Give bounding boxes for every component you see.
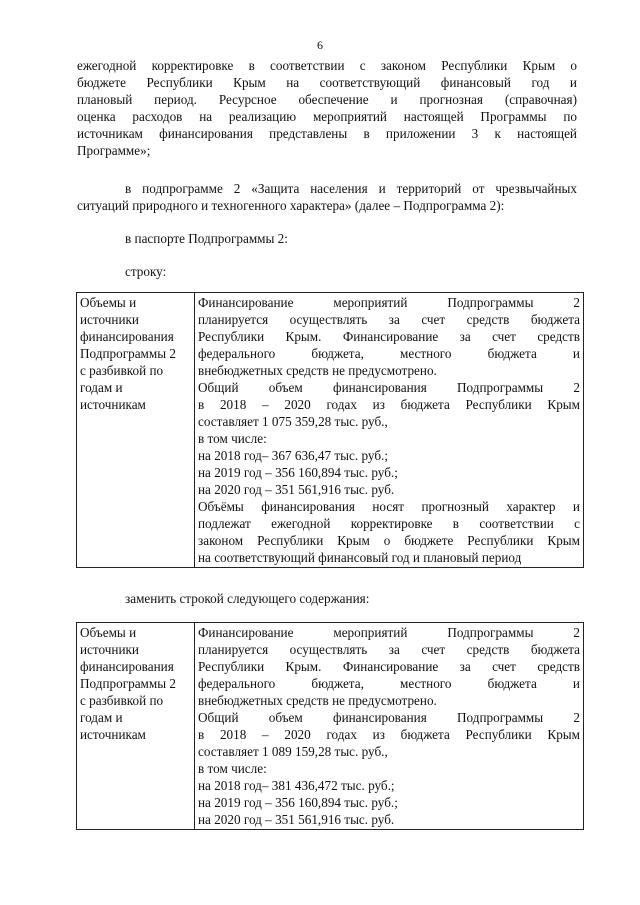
subprogram-paragraph (77, 180, 577, 214)
intro-paragraph (77, 57, 577, 159)
left-cell-line: годам и (80, 710, 123, 725)
right-cell (195, 293, 584, 568)
right-cell-line: в 2018 – 2020 годах из бюджета Республики Крым (198, 727, 580, 742)
left-cell-line: Подпрограммы 2 (80, 346, 176, 361)
left-cell-line: годам и (80, 380, 123, 395)
left-cell (77, 293, 195, 568)
left-cell-line: с разбивкой по (80, 363, 164, 378)
replace-label: заменить строкой следующего содержания: (125, 591, 370, 606)
passport-table-new (76, 622, 584, 830)
right-cell-line: внебюджетных средств не предусмотрено. (198, 363, 437, 378)
right-cell-line: планируется осуществлять за счет средств бюджета (198, 312, 580, 327)
subprogram-line: в подпрограмме 2 «Защита населения и территорий от чрезвычайных (125, 181, 577, 196)
intro-line: оценка расходов на реализацию мероприятий настоящей Программы по (77, 109, 577, 124)
right-cell-line: Объёмы финансирования носят прогнозный характер и (198, 499, 580, 514)
left-cell-line: источникам (80, 727, 146, 742)
right-cell-line: федерального бюджета, местного бюджета и (198, 676, 580, 691)
intro-line: плановый период. Ресурсное обеспечение и прогнозная (справочная) (77, 92, 577, 107)
subprogram-line: ситуаций природного и техногенного характера» (далее – Подпрограмма 2): (77, 198, 505, 213)
right-cell-line: на 2020 год – 351 561,916 тыс. руб. (198, 812, 395, 827)
right-cell-line: Республики Крым. Финансирование за счет средств (198, 329, 580, 344)
right-cell-line: на 2018 год– 381 436,472 тыс. руб.; (198, 778, 395, 793)
left-cell-line: Подпрограммы 2 (80, 676, 176, 691)
right-cell-line: на 2019 год – 356 160,894 тыс. руб.; (198, 465, 398, 480)
table-row (77, 623, 584, 830)
intro-line: источникам финансирования представлены в приложении 3 к настоящей (77, 126, 577, 141)
right-cell-line: Республики Крым. Финансирование за счет средств (198, 659, 580, 674)
left-cell-line: финансирования (80, 329, 174, 344)
right-cell-line: на соответствующий финансовый год и плановый период (198, 550, 522, 565)
right-cell (195, 623, 584, 830)
right-cell-line: в том числе: (198, 431, 267, 446)
right-cell-line: планируется осуществлять за счет средств бюджета (198, 642, 580, 657)
right-cell-line: на 2019 год – 356 160,894 тыс. руб.; (198, 795, 398, 810)
left-cell-line: источникам (80, 397, 146, 412)
passport-table-old (76, 292, 584, 568)
intro-line: ежегодной корректировке в соответствии с законом Республики Крым о (77, 58, 577, 73)
right-cell-line: Финансирование мероприятий Подпрограммы 2 (198, 625, 580, 640)
row-label: строку: (125, 264, 167, 279)
right-cell-line: на 2020 год – 351 561,916 тыс. руб. (198, 482, 395, 497)
left-cell-line: источники (80, 642, 139, 657)
intro-line: бюджете Республики Крым на соответствующий финансовый год и (77, 75, 577, 90)
left-cell (77, 623, 195, 830)
right-cell-line: составляет 1 075 359,28 тыс. руб., (198, 414, 388, 429)
right-cell-line: законом Республики Крым о бюджете Республики Крым (198, 533, 580, 548)
right-cell-line: внебюджетных средств не предусмотрено. (198, 693, 437, 708)
right-cell-line: Финансирование мероприятий Подпрограммы 2 (198, 295, 580, 310)
page-number: 6 (317, 38, 323, 52)
right-cell-line: Общий объем финансирования Подпрограммы 2 (198, 710, 580, 725)
intro-line: Программе»; (77, 143, 151, 158)
left-cell-line: финансирования (80, 659, 174, 674)
right-cell-line: подлежат ежегодной корректировке в соответствии с (198, 516, 580, 531)
right-cell-line: федерального бюджета, местного бюджета и (198, 346, 580, 361)
right-cell-line: в 2018 – 2020 годах из бюджета Республики Крым (198, 397, 580, 412)
right-cell-line: составляет 1 089 159,28 тыс. руб., (198, 744, 388, 759)
right-cell-line: Общий объем финансирования Подпрограммы 2 (198, 380, 580, 395)
left-cell-line: с разбивкой по (80, 693, 164, 708)
table-row (77, 293, 584, 568)
right-cell-line: на 2018 год– 367 636,47 тыс. руб.; (198, 448, 388, 463)
left-cell-line: Объемы и (80, 625, 137, 640)
left-cell-line: Объемы и (80, 295, 137, 310)
right-cell-line: в том числе: (198, 761, 267, 776)
passport-heading: в паспорте Подпрограммы 2: (125, 231, 288, 246)
left-cell-line: источники (80, 312, 139, 327)
